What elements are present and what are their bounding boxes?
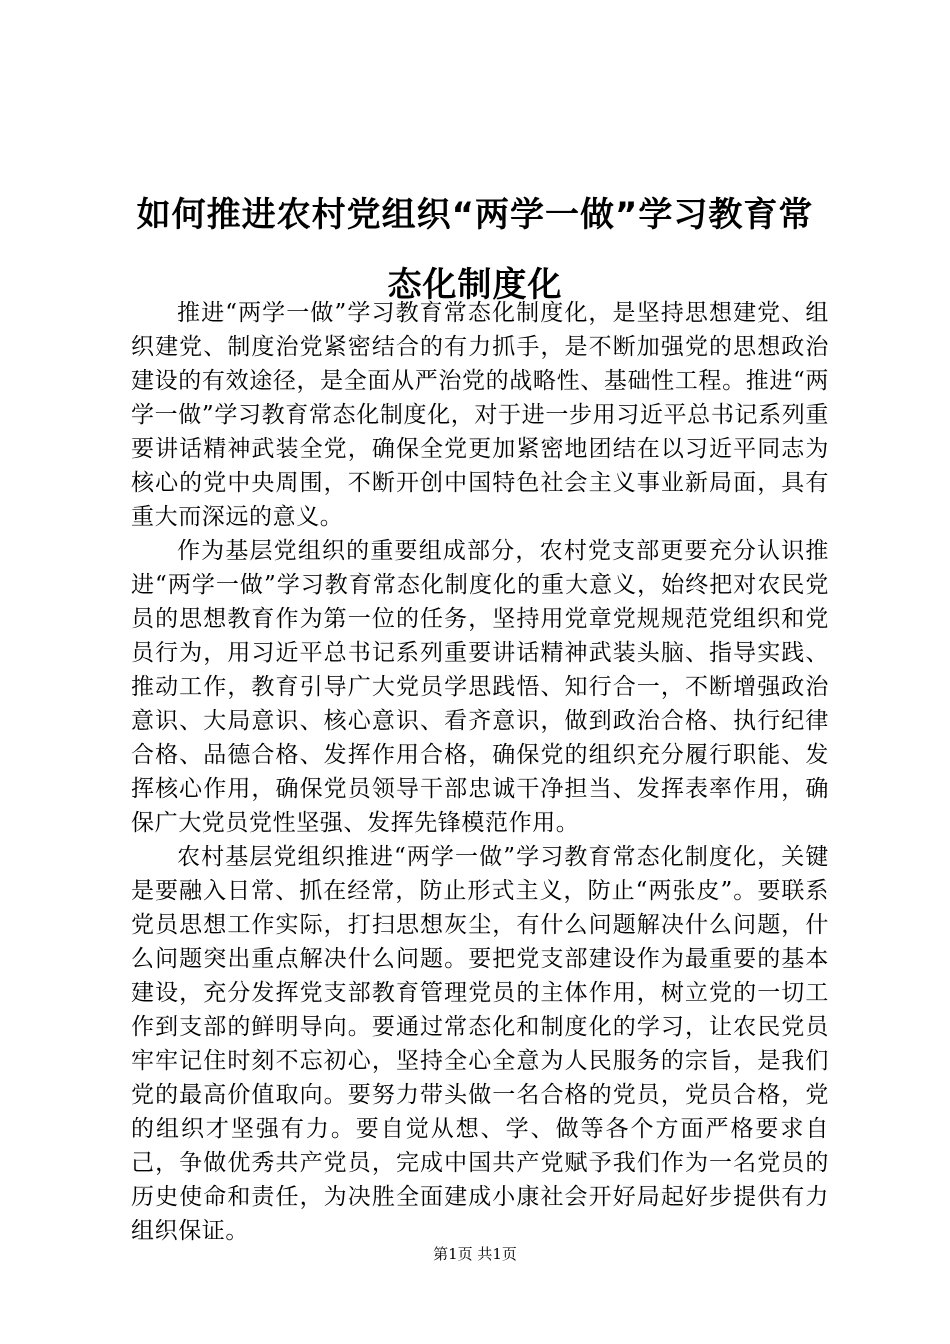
paragraph-2: 作为基层党组织的重要组成部分，农村党支部更要充分认识推进“两学一做”学习教育常态化制度化的重大意义，始终把对农民党员的思想教育作为第一位的任务，坚持用党章党规规范党组织和党员行为，用习近平总书记系列重要讲话精神武装头脑、指导实践、推动工作，教育引导广大党员学思践悟、知行合一，不断增强政治意识、大局意识、核心意识、看齐意识，做到政治合格、执行纪律合格、品德合格、发挥作用合格，确保党的组织充分履行职能、发挥核心作用，确保党员领导干部忠诚干净担当、发挥表率作用，确保广大党员党性坚强、发挥先锋模范作用。 <box>131 538 829 836</box>
document-title: 如何推进农村党组织“两学一做”学习教育常态化制度化 <box>136 195 814 305</box>
paragraph-1: 推进“两学一做”学习教育常态化制度化，是坚持思想建党、组织建党、制度治党紧密结合的有力抓手，是不断加强党的思想政治建设的有效途径，是全面从严治党的战略性、基础性工程。推进“两学一做”学习教育常态化制度化，对于进一步用习近平总书记系列重要讲话精神武装全党，确保全党更加紧密地团结在以习近平同志为核心的党中央周围，不断开创中国特色社会主义事业新局面，具有重大而深远的意义。 <box>131 300 829 530</box>
document-body <box>131 296 829 1248</box>
paragraph-3: 农村基层党组织推进“两学一做”学习教育常态化制度化，关键是要融入日常、抓在经常，防止形式主义，防止“两张皮”。要联系党员思想工作实际，打扫思想灰尘，有什么问题解决什么问题，什么问题突出重点解决什么问题。要把党支部建设作为最重要的基本建设，充分发挥党支部教育管理党员的主体作用，树立党的一切工作到支部的鲜明导向。要通过常态化和制度化的学习，让农民党员牢牢记住时刻不忘初心，坚持全心全意为人民服务的宗旨，是我们党的最高价值取向。要努力带头做一名合格的党员，党员合格，党的组织才坚强有力。要自觉从想、学、做等各个方面严格要求自己，争做优秀共产党员，完成中国共产党赋予我们作为一名党员的历史使命和责任，为决胜全面建成小康社会开好局起好步提供有力组织保证。 <box>131 844 829 1244</box>
page-number-footer: 第1页 共1页 <box>433 1245 517 1263</box>
